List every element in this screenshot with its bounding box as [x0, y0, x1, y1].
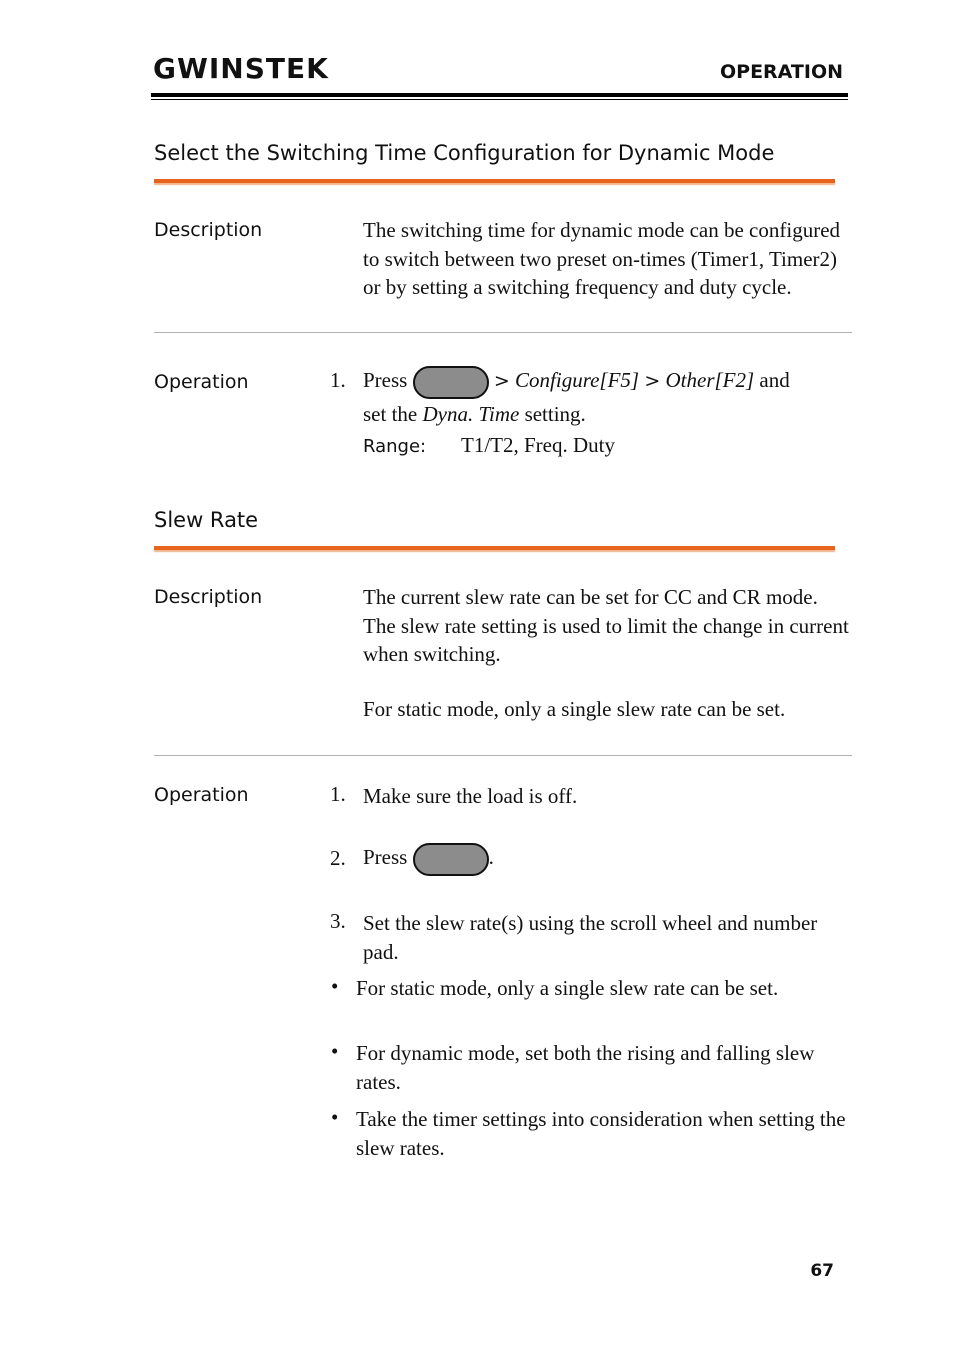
- bullet-marker: •: [331, 1105, 339, 1129]
- header-section-title: OPERATION: [720, 61, 843, 83]
- line2-pre: set the: [363, 402, 418, 426]
- description-text: The switching time for dynamic mode can be configured to switch between two preset on-times (Timer1, Timer2) or by setting a switching frequency and duty cycle.: [363, 218, 841, 299]
- operation-label: Operation: [154, 784, 249, 806]
- description-paragraph: The current slew rate can be set for CC and CR mode. The slew rate setting is used to limit the change in current when switching.: [363, 585, 849, 666]
- step-text: Make sure the load is off.: [363, 784, 578, 808]
- gt-symbol: >: [644, 370, 661, 392]
- page-number: 67: [810, 1261, 834, 1281]
- press-text: Press: [363, 845, 408, 869]
- range-label: Range:: [363, 436, 427, 457]
- description-label: Description: [154, 586, 263, 608]
- row-divider: [154, 755, 852, 756]
- section-title-switching-time: Select the Switching Time Configuration for Dynamic Mode: [154, 141, 775, 165]
- period-text: .: [488, 845, 494, 869]
- step-text: Set the slew rate(s) using the scroll wheel and number pad.: [363, 911, 818, 964]
- slew-rate-key-button[interactable]: [413, 843, 489, 876]
- shift-key-button[interactable]: [413, 366, 489, 399]
- description-text: [363, 583, 853, 723]
- step-text: [363, 838, 853, 876]
- dyna-time-setting: Dyna. Time: [422, 402, 520, 426]
- section-rule: [154, 179, 835, 183]
- range-value: T1/T2, Freq. Duty: [461, 433, 615, 457]
- bullet-item: Take the timer settings into consideration when setting the slew rates.: [356, 1107, 846, 1160]
- description-paragraph: For static mode, only a single slew rate can be set.: [363, 696, 786, 721]
- brand-logo: GWINSTEK: [153, 52, 329, 85]
- line2-post: setting.: [524, 402, 586, 426]
- bullet-item: For dynamic mode, set both the rising and falling slew rates.: [356, 1041, 815, 1094]
- step-number: 2.: [330, 846, 346, 870]
- header-rule: [151, 93, 848, 97]
- header-rule-thin: [151, 99, 848, 100]
- section-rule: [154, 546, 835, 550]
- gt-symbol: >: [493, 370, 510, 392]
- step-text: [363, 361, 853, 463]
- description-label: Description: [154, 219, 263, 241]
- other-softkey: Other[F2]: [665, 368, 755, 392]
- press-text: Press: [363, 368, 408, 392]
- bullet-item: For static mode, only a single slew rate can be set.: [356, 976, 779, 1000]
- step-number: 1.: [330, 368, 346, 392]
- section-title-slew-rate: Slew Rate: [154, 508, 259, 532]
- operation-label: Operation: [154, 371, 249, 393]
- step-number: 3.: [330, 909, 346, 933]
- configure-softkey: Configure[F5]: [515, 368, 640, 392]
- row-divider: [154, 332, 852, 333]
- bullet-marker: •: [331, 974, 339, 998]
- and-text: and: [759, 368, 790, 392]
- step-number: 1.: [330, 782, 346, 806]
- bullet-marker: •: [331, 1039, 339, 1063]
